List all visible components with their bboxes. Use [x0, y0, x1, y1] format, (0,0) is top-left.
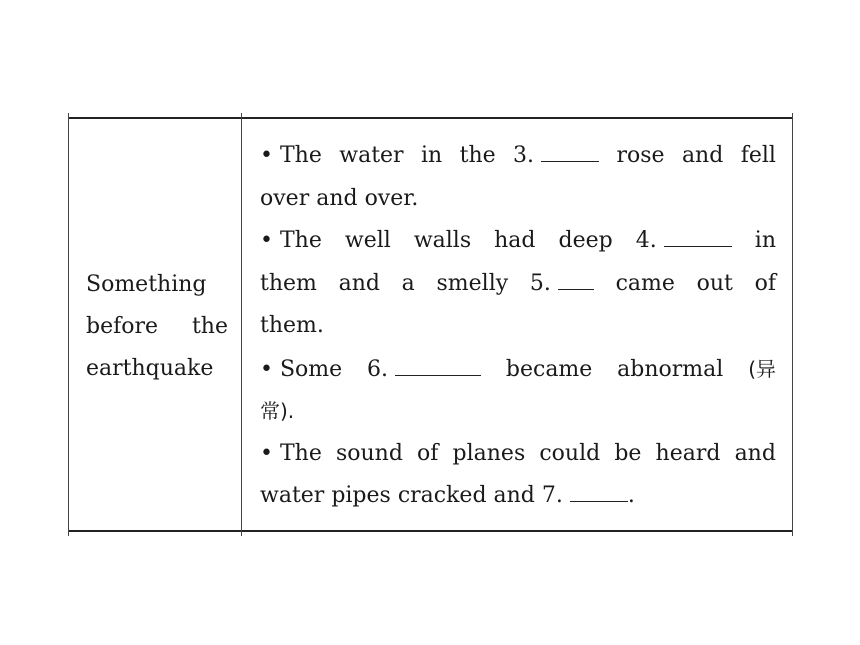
- word: out: [696, 270, 733, 296]
- row-label-word: earthquake: [86, 356, 214, 381]
- word: 6.: [367, 356, 389, 382]
- word: a: [401, 270, 415, 296]
- answer-blank-5[interactable]: [558, 269, 594, 290]
- bullet-line: [260, 135, 776, 178]
- table-row: [68, 119, 793, 530]
- line-text: them.: [260, 313, 324, 338]
- answer-blank-4[interactable]: [664, 226, 732, 247]
- bullet-line: [260, 433, 776, 476]
- line-text: 常).: [260, 399, 295, 423]
- word: in: [754, 228, 776, 253]
- text-line: [260, 475, 776, 518]
- word: well: [344, 228, 391, 253]
- table-divider: [241, 113, 242, 536]
- word: be: [614, 440, 642, 466]
- word: sound: [335, 440, 403, 466]
- blank-group: [513, 135, 599, 178]
- word: in: [420, 143, 443, 168]
- word: • The: [260, 440, 322, 466]
- blank-group: [530, 263, 594, 306]
- word: and: [681, 143, 724, 168]
- row-label-word: the: [191, 314, 228, 339]
- word: 3.: [513, 143, 535, 168]
- word: could: [539, 440, 601, 466]
- word: and: [338, 270, 380, 296]
- word: walls: [413, 228, 472, 253]
- word: the: [459, 143, 496, 168]
- table-border-left: [68, 113, 69, 536]
- word: of: [754, 270, 776, 296]
- line-text: over and over.: [260, 185, 419, 211]
- text-line: [260, 390, 776, 433]
- content-cell: [260, 135, 776, 518]
- row-label-word: Something: [86, 272, 207, 297]
- word: fell: [740, 143, 776, 168]
- word: (异: [748, 356, 776, 381]
- line-text: water pipes cracked and 7.: [260, 483, 563, 508]
- word: deep: [558, 228, 613, 253]
- word: came: [615, 270, 675, 296]
- row-label-cell: [86, 264, 228, 390]
- text-line: [260, 178, 776, 221]
- row-label-line: [86, 306, 228, 348]
- answer-blank-7[interactable]: [570, 481, 628, 502]
- bullet-line: [260, 348, 776, 391]
- blank-group: [636, 220, 732, 263]
- blank-group: [367, 349, 481, 392]
- word: 4.: [635, 228, 657, 253]
- word: • The: [260, 228, 322, 253]
- bullet-line: [260, 220, 776, 263]
- line-tail: .: [627, 483, 635, 508]
- word: abnormal: [617, 356, 724, 382]
- word: • The: [260, 143, 322, 168]
- word: them: [260, 270, 317, 296]
- table-border-right: [792, 113, 793, 536]
- word: had: [494, 228, 536, 253]
- text-line: [260, 305, 776, 348]
- row-label-line: [86, 348, 228, 390]
- word: water: [339, 143, 404, 168]
- answer-blank-3[interactable]: [541, 141, 599, 162]
- word: 5.: [529, 270, 551, 296]
- word: of: [417, 440, 439, 466]
- word: rose: [616, 143, 665, 168]
- row-label-line: [86, 264, 228, 306]
- row-label-word: before: [86, 314, 159, 339]
- word: planes: [452, 440, 526, 466]
- word: • Some: [260, 356, 343, 382]
- word: and: [734, 440, 776, 466]
- word: became: [505, 356, 593, 382]
- text-line: [260, 263, 776, 306]
- word: heard: [655, 440, 721, 466]
- table: [68, 117, 793, 532]
- word: smelly: [436, 270, 509, 296]
- answer-blank-6[interactable]: [395, 355, 481, 376]
